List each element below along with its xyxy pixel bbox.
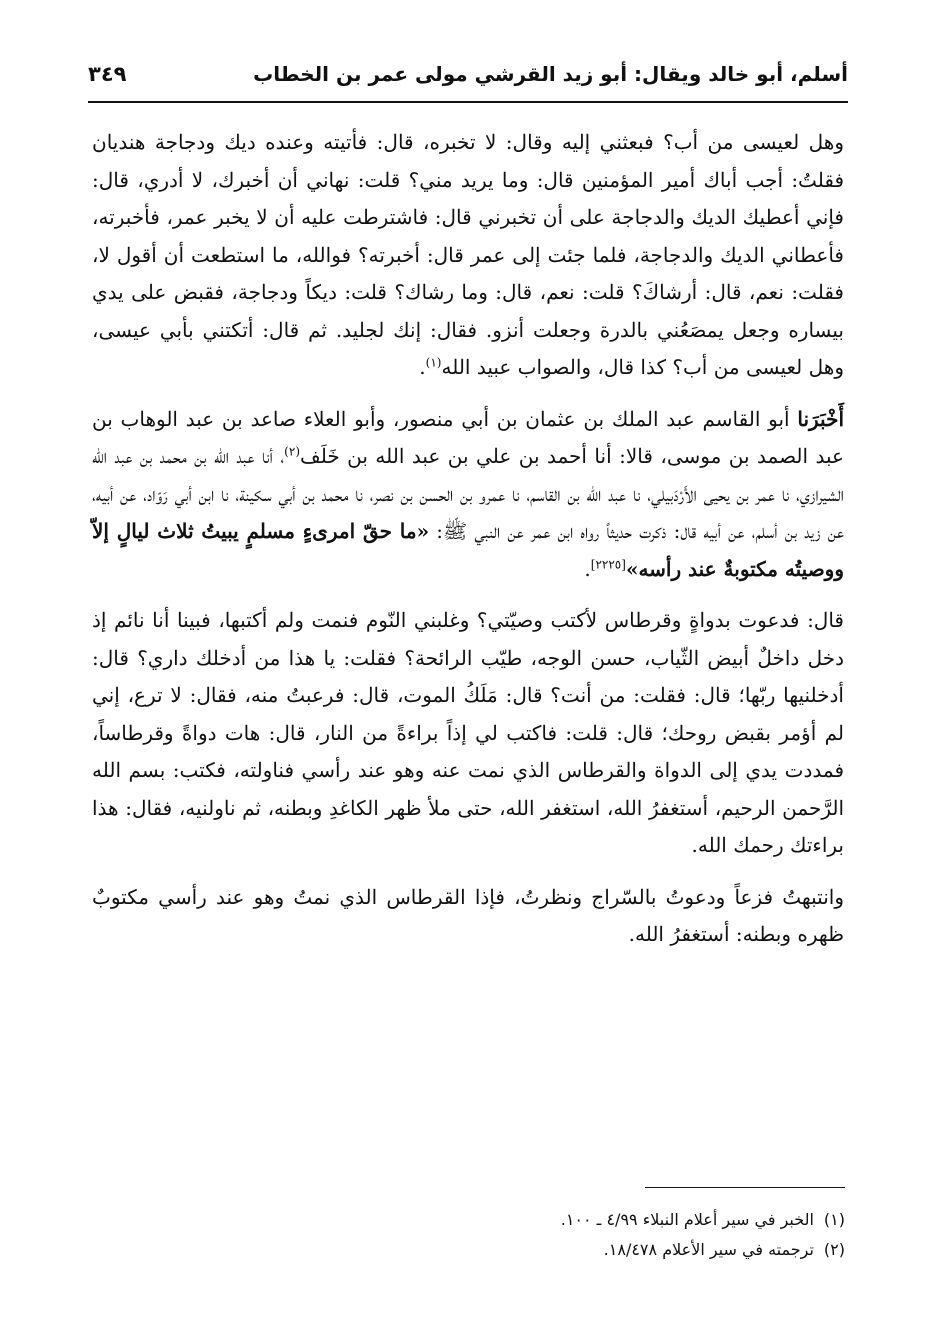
paragraph-2-text-a: أبو القاسم عبد الملك بن عثمان بن أبي منصور، وأبو العلاء صاعد بن عبد الوهاب بن عبد الصمد بن موسى، قالا: أنا أحمد بن علي بن عبد الله بن خَلَف xyxy=(92,406,844,468)
paragraph-1-text: وهل لعيسى من أب؟ فبعثني إليه وقال: لا تخبره، قال: فأتيته وعنده ديك ودجاجة هنديان فقلتُ: أجب أباك أمير المؤمنين قال: وما يريد مني؟ قلت: نهاني أن أخبرك، لا أدري، قال: فإني أعطيك الديك والدجاجة على أن تخبرني قال: فاشترطت عليه أن لا يخبر عمر، فأخبرته، فأعطاني الديك والدجاجة، فلما جئت إلى عمر قال: أخبرته؟ فوالله، ما استطعت أن أقول لا، فقلت: نعم، قال: أرشاكَ؟ قلت: نعم، قال: وما رشاك؟ قلت: ديكاً ودجاجة، فقبض على يدي بيساره وجعل يمصَعُني بالدرة وجعلت أنزو. فقال: إنك لجليد. ثم قال: أتكتني بأبي عيسى، وهل لعيسى من أب؟ كذا قال، والصواب عبيد الله xyxy=(92,130,844,379)
footnote-2-text: ترجمته في سير الأعلام ١٨/٤٧٨. xyxy=(603,1240,814,1259)
hadith-text: «ما حقّ امرىءٍ مسلمٍ يبيتُ ثلاث ليالٍ إلاّ ووصيتُه مكتوبةٌ عند رأسه» xyxy=(92,519,844,581)
paragraph-2-text-b: ، أنا عبد الله بن محمد بن عبد الله الشيرازي، نا عمر بن يحيى الأَرْدَبيلي، نا عبد الله بن القاسم، نا عمرو بن الحسن بن نصر، نا محمد بن أبي سكينة، نا ابن أبي رَوّاد، عن أبيه، عن زيد بن أسلم، عن أبيه قال: ذكرت حديثاً رواه ابن عمر عن النبي ﷺ: xyxy=(92,444,845,543)
footnote-rule xyxy=(645,1187,845,1188)
header-rule xyxy=(88,101,848,103)
footnote-1-number: (١) xyxy=(823,1210,845,1229)
footnote-2 xyxy=(300,1235,845,1265)
paragraph-4: وانتبهتُ فزعاً ودعوتُ بالسّراج ونظرتُ، فإذا القرطاس الذي نمتُ وهو عند رأسي مكتوبٌ ظهره وبطنه: أستغفرُ الله. xyxy=(92,884,844,946)
page-number: ٣٤٩ xyxy=(88,62,127,86)
footnotes xyxy=(300,1205,845,1265)
paragraph-1-end: . xyxy=(419,355,426,379)
paragraph-2-end: . xyxy=(584,556,591,581)
footnote-ref-2: (٢) xyxy=(284,444,300,459)
paragraph-1 xyxy=(92,124,844,387)
main-text xyxy=(92,124,844,954)
hadith-number: [٢٢٢٥] xyxy=(590,556,626,571)
paragraph-3: قال: فدعوت بدواةٍ وقرطاس لأكتب وصيّتي؟ وغلبني النّوم فنمت ولم أكتبها، فبينا أنا نائم إذ دخل داخلٌ أبيض الثّياب، حسن الوجه، طيّب الرائحة؟ فقلت: يا هذا من أدخلك داري؟ قال: أدخلنيها ربّها؛ قال: فقلت: من أنت؟ قال: مَلَكُ الموت، قال: فرعبتُ منه، فقال: لا ترع، إني لم أؤمر بقبض روحك؛ قال: قلت: فاكتب لي إذاً براءةً من النار، قال: هات دواةً وقرطاساً، فمددت يدي إلى الدواة والقرطاس الذي نمت عنه وهو عند رأسي فناولته، فكتب: بسم الله الرَّحمن الرحيم، أستغفرُ الله، استغفر الله، حتى ملأ ظهر الكاغدِ وبطنه، ثم ناولنيه، فقال: هذا براءتك رحمك الله. xyxy=(92,608,844,857)
isnad-lead-word: أَخْبَرَنا xyxy=(797,406,844,431)
page-header xyxy=(88,52,848,100)
running-head: أسلم، أبو خالد ويقال: أبو زيد القرشي مولى عمر بن الخطاب xyxy=(253,62,848,86)
footnote-1-text: الخبر في سير أعلام النبلاء ٤/٩٩ ـ ١٠٠. xyxy=(560,1210,814,1229)
footnote-1 xyxy=(300,1205,845,1235)
footnote-2-number: (٢) xyxy=(823,1240,845,1259)
paragraph-2 xyxy=(92,401,844,589)
footnote-ref-1: (١) xyxy=(425,355,442,370)
